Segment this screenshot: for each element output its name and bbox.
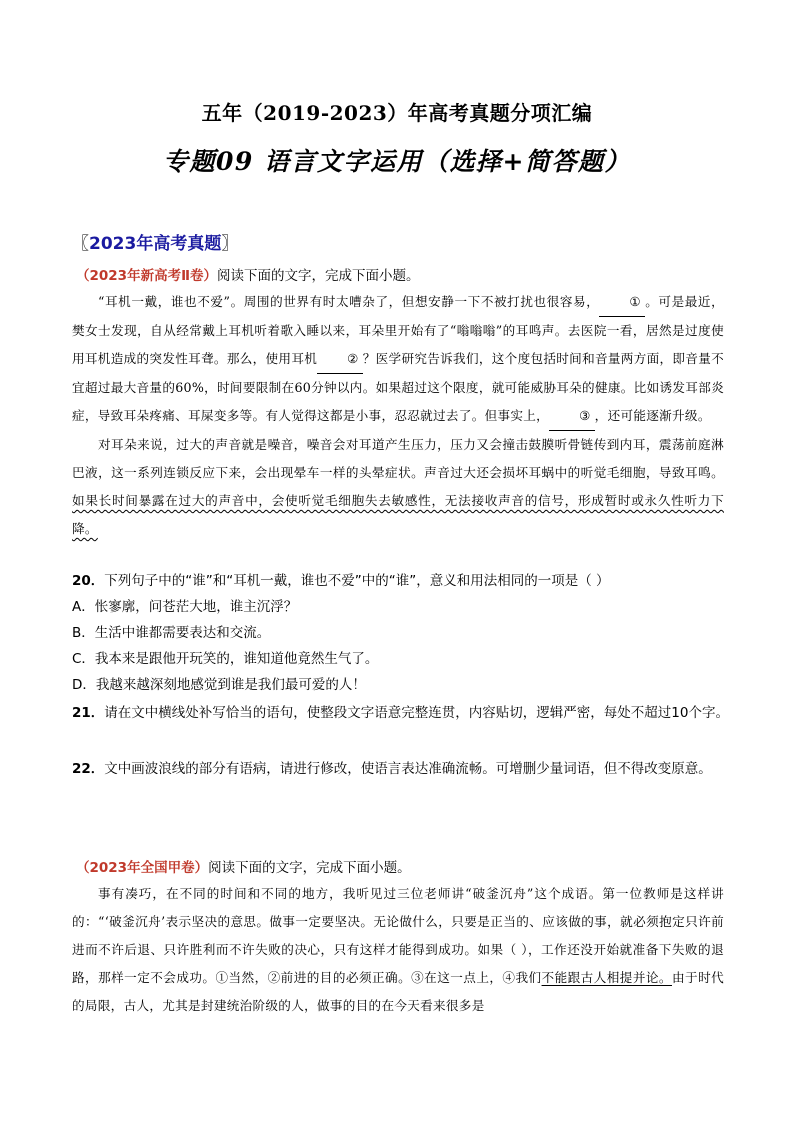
section-label: 2023年高考真题: [89, 234, 222, 254]
block2-source-line: [76, 858, 411, 878]
block1-paragraph-1: [72, 288, 724, 431]
question-20: [72, 567, 732, 595]
question-number: 20．: [72, 573, 105, 589]
passage-text: ？医学研究告诉我们，这个度包括时间和音量两方面，即音量不宜超过最大音量的60%，时间要限制在60分钟以内。如果超过这个限度，就可能威胁耳朵的健康。比如诱发耳部炎症，导致耳朵疼痛、耳屎变多等。有人觉得这都是小事，忍忍就过去了。但事实上，: [72, 351, 724, 423]
underlined-phrase: 不能跟古人相提并论。: [541, 970, 672, 985]
question-number: 22．: [72, 761, 105, 777]
question-text: 请在文中横线处补写恰当的语句，使整段文字语意完整连贯，内容贴切，逻辑严密，每处不超过10个字。: [104, 705, 729, 721]
block2-paragraph: [72, 880, 724, 1020]
question-text: 下列句子中的“谁”和“耳机一戴，谁也不爱”中的“谁”，意义和用法相同的一项是（ ）: [104, 573, 610, 589]
passage-text: 对耳朵来说，过大的声音就是噪音，噪音会对耳道产生压力，压力又会撞击鼓膜听骨链传到内耳，震荡前庭淋巴液，这一系列连锁反应下来，会出现晕车一样的头晕症状。声音过大还会损坏耳蜗中的听觉毛细胞，导致耳鸣。: [72, 437, 724, 480]
question-number: 21．: [72, 705, 105, 721]
passage-text: 事有凑巧，在不同的时间和不同的地方，我听见过三位老师讲“破釜沉舟”这个成语。第一位教师是这样讲的：“‘破釜沉舟’表示坚决的意思。做事一定要坚决。无论做什么，只要是正当的、应该做的事，就必须抱定只许前进而不许后退、只许胜利而不许失败的决心，只有这样才能得到成功。如果（ ），工作还没开始就准备下失败的退路，那样一定不会成功。①当然，②前进的目的必须正确。③在这一点上，④我们: [72, 886, 724, 985]
blank-3: ③: [549, 402, 595, 431]
option-d: D．我越来越深刻地感觉到谁是我们最可爱的人！: [72, 677, 366, 693]
passage-text: 。可是最近，樊女士发现，自从经常戴上耳机听着歌入睡以来，耳朵里开始有了“嗡嗡嗡”的耳鸣声。去医院一看，居然是过度使用耳机造成的突发性耳聋。那么，使用耳机: [72, 294, 724, 366]
question-text: 文中画波浪线的部分有语病，请进行修改，使语言表达准确流畅。可增删少量词语，但不得改变原意。: [104, 761, 712, 777]
option-a: A．怅寥廓，问苍茫大地，谁主沉浮？: [72, 599, 298, 615]
blank-1: ①: [599, 288, 645, 317]
block1-paragraph-2: [72, 431, 724, 543]
blank-2: ②: [317, 345, 363, 374]
section-heading: [72, 229, 238, 254]
block1-source: （2023年新高考Ⅱ卷）: [76, 268, 217, 284]
option-b: B．生活中谁都需要表达和交流。: [72, 625, 271, 641]
document-title: 五年（2019-2023）年高考真题分项汇编: [201, 101, 593, 125]
block1-instruction: 阅读下面的文字，完成下面小题。: [216, 268, 420, 284]
question-21: [72, 699, 732, 727]
bracket-left: 〖: [72, 234, 89, 254]
passage-text: 由于时代的局限，古人，尤其是封建统治阶级的人，做事的目的在今天看来很多是: [72, 970, 725, 1013]
bracket-right: 〗: [221, 234, 239, 254]
document-subtitle: 专题09 语言文字运用（选择+简答题）: [163, 147, 631, 176]
block2-source: （2023年全国甲卷）: [76, 860, 209, 876]
option-c: C．我本来是跟他开玩笑的，谁知道他竟然生气了。: [72, 651, 379, 667]
wavy-underlined-sentence: 如果长时间暴露在过大的声音中，会使听觉毛细胞失去敏感性，无法接收声音的信号，形成暂时或永久性听力下降。: [72, 493, 724, 536]
block2-instruction: 阅读下面的文字，完成下面小题。: [208, 860, 411, 876]
passage-text: ，还可能逐渐升级。: [594, 408, 711, 423]
block1-passage: [72, 288, 724, 543]
block1-source-line: [76, 266, 419, 286]
question-22: [72, 755, 732, 783]
passage-text: “耳机一戴，谁也不爱”。周围的世界有时太嘈杂了，但想安静一下不被打扰也很容易，: [98, 294, 600, 309]
block2-passage: [72, 880, 724, 1020]
